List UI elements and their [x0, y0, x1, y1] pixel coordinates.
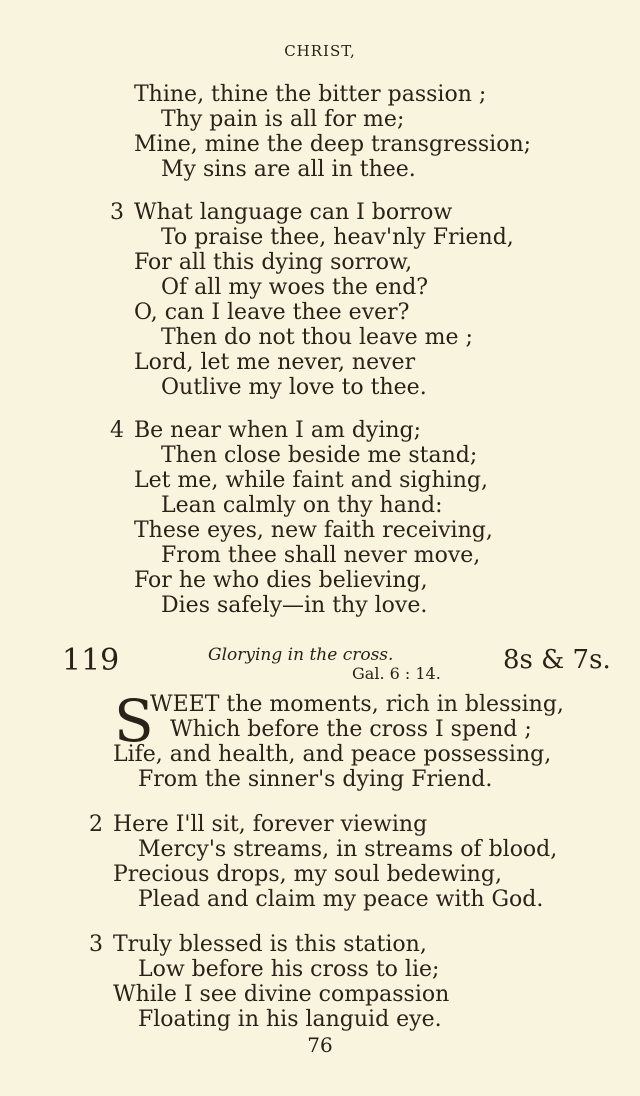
verse-line: From thee shall never move, [161, 543, 481, 568]
verse-line: Be near when I am dying; [134, 418, 422, 443]
verse-line: Which before the cross I spend ; [170, 717, 532, 742]
verse-line: Precious drops, my soul bedewing, [113, 862, 502, 887]
verse-line: Of all my woes the end? [161, 275, 429, 300]
verse-line: Mine, mine the deep transgression; [134, 132, 532, 157]
verse-line: O, can I leave thee ever? [134, 300, 410, 325]
verse-line: Here I'll sit, forever viewing [113, 812, 428, 837]
hymn-meter: 8s & 7s. [503, 645, 611, 675]
verse-number: 3 [110, 200, 124, 225]
running-head: CHRIST, [284, 42, 356, 60]
verse-line: Dies safely—in thy love. [161, 593, 428, 618]
verse-line: Then close beside me stand; [161, 443, 478, 468]
verse-line: Lord, let me never, never [134, 350, 416, 375]
verse-line: Outlive my love to thee. [161, 375, 427, 400]
verse-line: Floating in his languid eye. [138, 1007, 442, 1032]
verse-number: 3 [89, 932, 103, 957]
verse-line: Life, and health, and peace possessing, [113, 742, 552, 767]
scripture-reference: Gal. 6 : 14. [352, 664, 441, 683]
verse-line: These eyes, new faith receiving, [134, 518, 493, 543]
verse-line: My sins are all in thee. [161, 157, 416, 182]
verse-line: Thine, thine the bitter passion ; [134, 82, 487, 107]
page-number: 76 [307, 1033, 333, 1057]
verse-line: From the sinner's dying Friend. [138, 767, 493, 792]
verse-line: For all this dying sorrow, [134, 250, 413, 275]
verse-line: WEET the moments, rich in blessing, [150, 692, 564, 717]
verse-line: Thy pain is all for me; [161, 107, 405, 132]
verse-line: Truly blessed is this station, [113, 932, 427, 957]
hymn-title: Glorying in the cross. [208, 645, 394, 665]
verse-line: Then do not thou leave me ; [161, 325, 473, 350]
verse-line: Let me, while faint and sighing, [134, 468, 488, 493]
verse-line: Plead and claim my peace with God. [138, 887, 544, 912]
verse-line: While I see divine compassion [113, 982, 450, 1007]
verse-number: 2 [89, 812, 103, 837]
verse-line: What language can I borrow [134, 200, 453, 225]
verse-line: To praise thee, heav'nly Friend, [161, 225, 514, 250]
verse-line: Low before his cross to lie; [138, 957, 440, 982]
drop-cap: S [114, 687, 154, 755]
verse-line: Lean calmly on thy hand: [161, 493, 443, 518]
hymn-number: 119 [62, 643, 120, 678]
verse-number: 4 [110, 418, 124, 443]
verse-line: Mercy's streams, in streams of blood, [138, 837, 558, 862]
verse-line: For he who dies believing, [134, 568, 428, 593]
